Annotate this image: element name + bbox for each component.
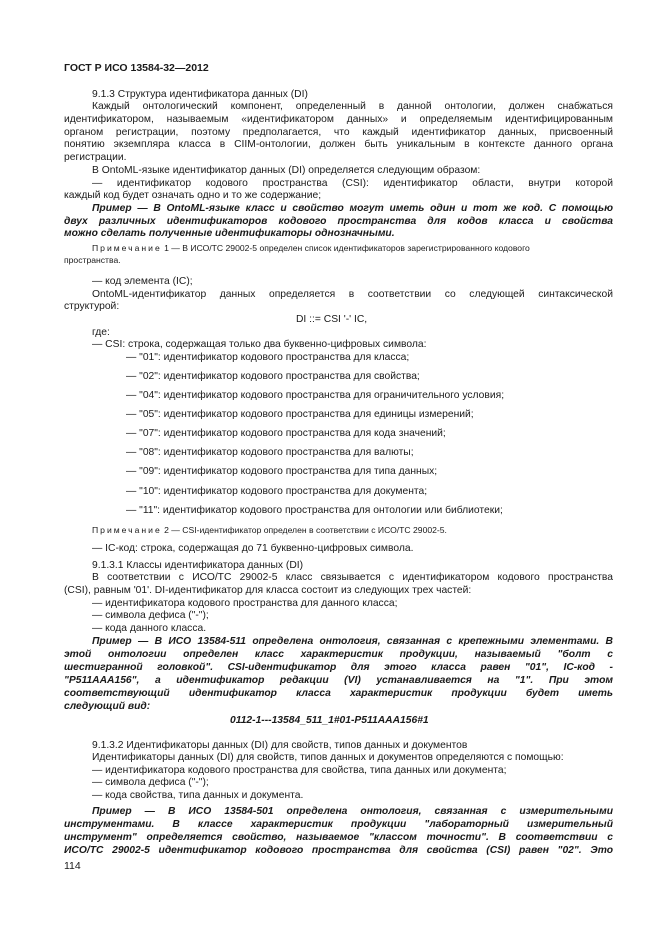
csi-list-item: — "02": идентификатор кодового пространства для свойства;	[126, 371, 420, 382]
example-line: инструмент" определяется свойство, называемое "классом точности". В соответствии с	[64, 832, 613, 843]
example-line: двух различных идентификаторов кодового пространства для кодов класса и свойства	[64, 216, 613, 227]
list-item: — идентификатора кодового пространства для свойства, типа данных или документа;	[92, 765, 507, 776]
section-heading-9-1-3-1: 9.1.3.1 Классы идентификатора данных (DI)	[92, 560, 304, 571]
list-item: — код элемента (IC);	[92, 276, 193, 287]
syntax-formula: DI ::= CSI '-' IC,	[296, 314, 368, 325]
text-line: (CSI), равным '01'. DI-идентификатор для класса состоит из следующих трех частей:	[64, 585, 472, 596]
text-line: В соответствии с ИСО/TC 29002-5 класс связывается с идентификатором кодового пространства	[92, 572, 613, 583]
csi-list-item: — "05": идентификатор кодового пространства для единицы измерений;	[126, 409, 474, 420]
list-item: — кода данного класса.	[92, 623, 207, 634]
text-line: идентификатором, называемым «идентификатором данных» и определяемым идентифицированным	[64, 114, 613, 125]
example-line: Пример — В ИСО 13584-511 определена онтология, связанная с крепежными элементами. В	[92, 636, 613, 647]
example-identifier: 0112-1---13584_511_1#01-P511AAA156#1	[230, 715, 429, 726]
text-line: OntoML-идентификатор данных определяется в соответствии со следующей синтаксической	[92, 289, 613, 300]
example-line: можно сделать полученные идентификаторы однозначными.	[64, 228, 395, 239]
list-item: — символа дефиса ("-");	[92, 777, 209, 788]
csi-list-item: — "04": идентификатор кодового пространства для ограничительного условия;	[126, 390, 505, 401]
text-line: где:	[92, 327, 110, 338]
page-number: 114	[64, 860, 81, 872]
document-header: ГОСТ Р ИСО 13584-32—2012	[64, 62, 209, 74]
example-line: ИСО/TC 29002-5 идентификатор кодового пространства для свойства (CSI) равен "02". Это	[64, 845, 613, 856]
section-heading-9-1-3: 9.1.3 Структура идентификатора данных (DI)	[92, 89, 308, 100]
example-line: следующий вид:	[64, 701, 151, 712]
example-line: "P511AAA156", а идентификатор редакции (VI) устанавливается на "1". При этом	[64, 675, 613, 686]
example-line: инструментами. В классе характеристик продукции "лабораторный измерительный	[64, 819, 613, 830]
list-item: — CSI: строка, содержащая только два буквенно-цифровых символа:	[92, 339, 427, 350]
note-1: Примечание 1 — В ИСО/TC 29002-5 определен список идентификаторов зарегистрированного кодового	[92, 243, 530, 253]
text-line: регистрации.	[64, 152, 127, 163]
csi-list-item: — "01": идентификатор кодового пространства для класса;	[126, 352, 410, 363]
example-line: соответствующий идентификатор класса характеристик продукции будет иметь	[64, 688, 613, 699]
note-2: Примечание 2 — CSI-идентификатор определен в соответствии с ИСО/TC 29002-5.	[92, 525, 447, 535]
section-heading-9-1-3-2: 9.1.3.2 Идентификаторы данных (DI) для свойств, типов данных и документов	[92, 740, 468, 751]
text-line: структурой:	[64, 301, 120, 312]
csi-list-item: — "11": идентификатор кодового пространства для онтологии или библиотеки;	[126, 505, 503, 516]
text-line: органом регистрации, поэтому предполагается, что каждый идентификатор данных, присвоенный	[64, 127, 613, 138]
text-line: Каждый онтологический компонент, определенный в данной онтологии, должен снабжаться	[92, 101, 613, 112]
list-item: — IC-код: строка, содержащая до 71 буквенно-цифровых символа.	[92, 543, 414, 554]
list-item: — идентификатор кодового пространства (CSI): идентификатор области, внутри которой	[92, 178, 613, 189]
example-line: этой онтологии определен класс характеристик продукции, называемый "болт с	[64, 649, 613, 660]
list-item: — символа дефиса ("-");	[92, 610, 209, 621]
text-line: В OntoML-языке идентификатор данных (DI) определяется следующим образом:	[92, 165, 481, 176]
list-item: — кода свойства, типа данных и документа.	[92, 790, 304, 801]
csi-list-item: — "08": идентификатор кодового пространства для валюты;	[126, 447, 414, 458]
note-line: пространства.	[64, 255, 121, 265]
csi-list-item: — "07": идентификатор кодового пространства для кода значений;	[126, 428, 446, 439]
example-line: Пример — В ИСО 13584-501 определена онтология, связанная с измерительными	[92, 806, 613, 817]
example-line: шестигранной головкой". CSI-идентификатор для этого класса равен "01", IC-код -	[64, 662, 613, 673]
text-line: Идентификаторы данных (DI) для свойств, типов данных и документов определяются с помощью:	[92, 752, 564, 763]
text-line: каждый код будет означать одно и то же содержание;	[64, 190, 322, 201]
list-item: — идентификатора кодового пространства для данного класса;	[92, 598, 398, 609]
text-line: понятию экземпляра класса в CIIM-онтологии, должен быть уникальным в контексте данного органа	[64, 139, 613, 150]
example-line: Пример — В OntoML-языке класс и свойство могут иметь один и тот же код. С помощью	[92, 203, 613, 214]
csi-list-item: — "09": идентификатор кодового пространства для типа данных;	[126, 466, 438, 477]
csi-list-item: — "10": идентификатор кодового пространства для документа;	[126, 486, 428, 497]
